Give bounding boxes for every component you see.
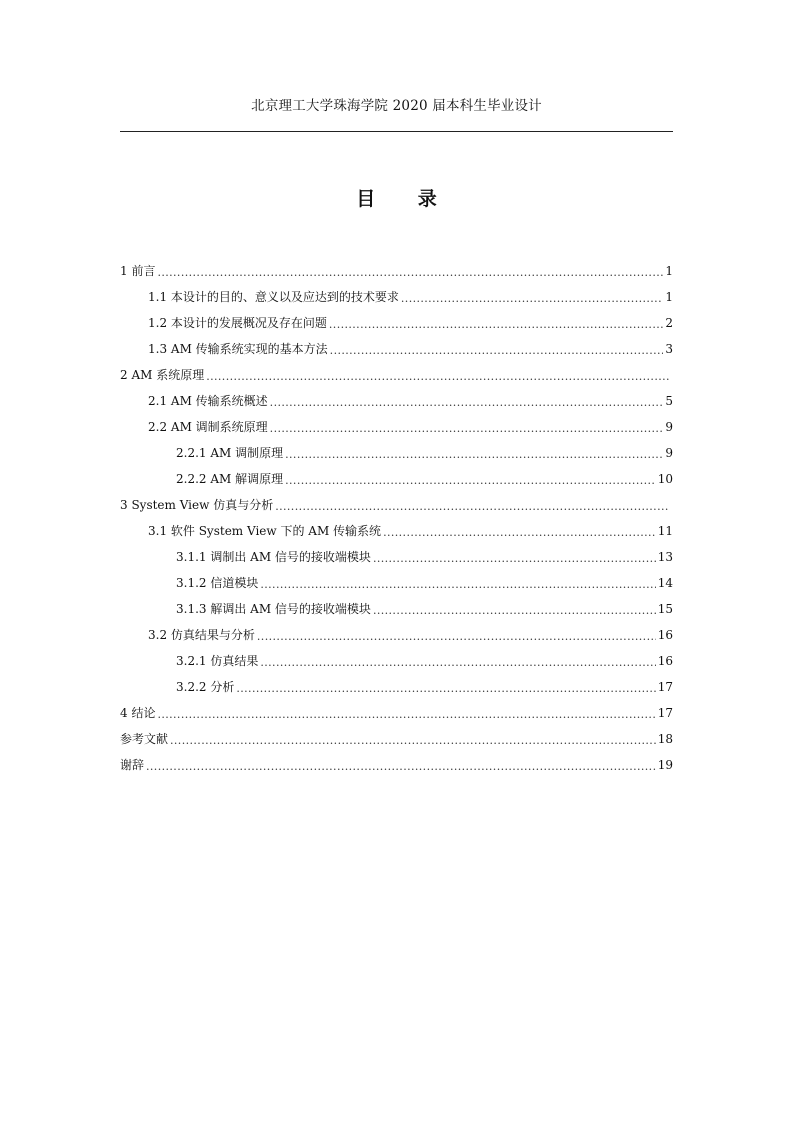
dot-leader [260,577,655,591]
toc-entry-page: 9 [665,446,673,460]
toc-entry-3-2-2[interactable] [176,678,673,698]
toc-entry-page: 18 [657,732,673,746]
toc-entry-page: 14 [657,576,673,590]
toc-entry-label: 2 AM 系统原理 [120,368,205,382]
toc-entry-page: 13 [657,550,673,564]
toc-entry-page: 16 [657,628,673,642]
toc-entry-page: 15 [657,602,673,616]
toc-entry-references[interactable] [120,730,673,750]
running-header: 北京理工大学珠海学院 2020 届本科生毕业设计 [251,98,542,114]
dot-leader [329,317,663,331]
dot-leader [170,733,656,747]
toc-entry-page: 9 [665,420,673,434]
toc-entry-label: 2.1 AM 传输系统概述 [148,394,268,408]
toc-entry-label: 1.3 AM 传输系统实现的基本方法 [148,342,328,356]
toc-entry-3-1-1[interactable] [176,548,673,568]
toc-entry-4[interactable] [120,704,673,724]
toc-entry-2-2[interactable] [148,418,673,438]
toc-entry-1-1[interactable] [148,288,673,308]
toc-entry-label: 1.1 本设计的目的、意义以及应达到的技术要求 [148,290,399,304]
dot-leader [157,707,655,721]
toc-entry-label: 1 前言 [120,264,156,278]
dot-leader [275,499,669,513]
toc-entry-1[interactable] [120,262,673,282]
toc-entry-page: 17 [657,680,673,694]
toc-title: 目 录 [356,188,455,210]
toc-entry-2-2-2[interactable] [176,470,673,490]
toc-entry-label: 1.2 本设计的发展概况及存在问题 [148,316,327,330]
toc-entry-label: 3.1.1 调制出 AM 信号的接收端模块 [176,550,371,564]
toc-entry-3-1[interactable] [148,522,673,542]
toc-entry-label: 2.2 AM 调制系统原理 [148,420,268,434]
dot-leader [157,265,663,279]
toc-entry-label: 3.1.3 解调出 AM 信号的接收端模块 [176,602,371,616]
dot-leader [285,473,656,487]
toc-entry-1-2[interactable] [148,314,673,334]
header-rule [120,131,673,132]
dot-leader [285,447,663,461]
dot-leader [401,291,663,305]
toc-entry-page: 1 [665,290,673,304]
toc-entry-label: 3.1 软件 System View 下的 AM 传输系统 [148,524,382,538]
dot-leader [383,525,656,539]
toc-entry-3-1-3[interactable] [176,600,673,620]
toc-entry-2-2-1[interactable] [176,444,673,464]
toc-entry-page: 3 [665,342,673,356]
toc-entry-label: 3.2 仿真结果与分析 [148,628,255,642]
toc-entry-acknowledgements[interactable] [120,756,673,776]
toc-entry-label: 3.2.2 分析 [176,680,235,694]
dot-leader [257,629,656,643]
toc-entry-page: 11 [657,524,673,538]
toc-entry-page: 1 [665,264,673,278]
dot-leader [270,395,663,409]
dot-leader [206,369,669,383]
dot-leader [373,603,656,617]
toc-entry-page: 17 [657,706,673,720]
dot-leader [373,551,656,565]
toc-entry-page: 19 [657,758,673,772]
toc-entry-label: 2.2.1 AM 调制原理 [176,446,284,460]
toc-entry-label: 谢辞 [120,758,145,772]
toc-entry-page: 2 [665,316,673,330]
toc-entry-3-1-2[interactable] [176,574,673,594]
dot-leader [260,655,655,669]
toc-entry-3[interactable] [120,496,679,516]
dot-leader [330,343,663,357]
toc-entry-label: 参考文献 [120,732,169,746]
toc-entry-3-2[interactable] [148,626,673,646]
toc-entry-page: 16 [657,654,673,668]
dot-leader [236,681,655,695]
toc-entry-label: 3 System View 仿真与分析 [120,498,274,512]
toc-entry-page: 5 [665,394,673,408]
toc-entry-label: 3.2.1 仿真结果 [176,654,259,668]
dot-leader [146,759,656,773]
toc-entry-label: 4 结论 [120,706,156,720]
toc-entry-3-2-1[interactable] [176,652,673,672]
toc-entry-label: 3.1.2 信道模块 [176,576,259,590]
toc-entry-2-1[interactable] [148,392,673,412]
toc-entry-page: 10 [657,472,673,486]
toc-entry-label: 2.2.2 AM 解调原理 [176,472,284,486]
toc-entry-1-3[interactable] [148,340,673,360]
dot-leader [270,421,663,435]
toc-entry-2[interactable] [120,366,679,386]
